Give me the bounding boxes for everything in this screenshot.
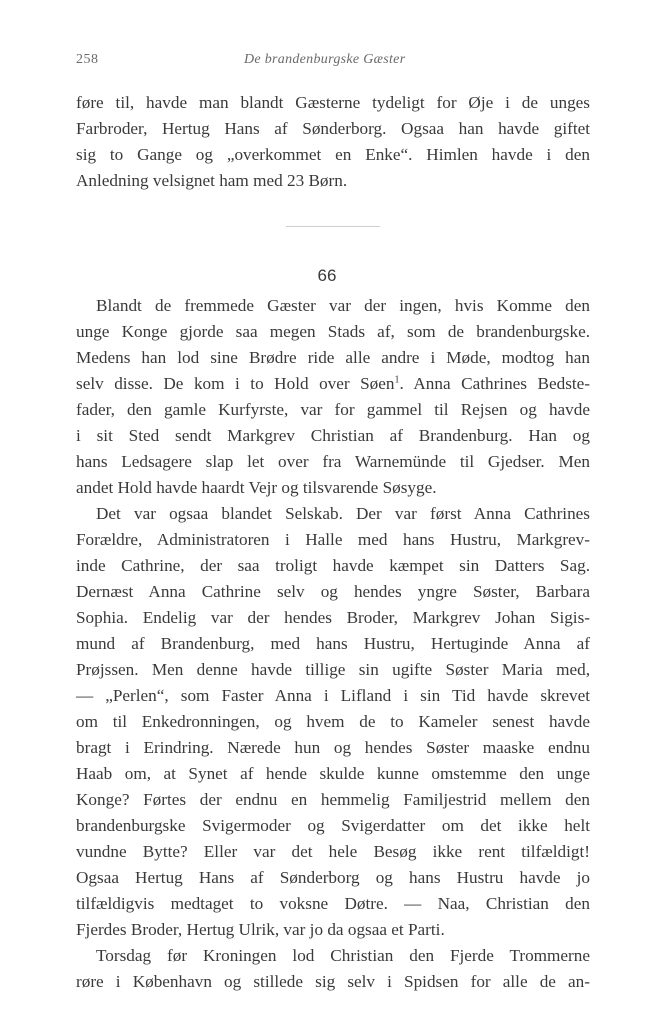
- text-line: mund af Brandenburg, med hans Hustru, Hertuginde Anna af: [76, 634, 590, 653]
- text-line: sig to Gange og „overkommet en Enke“. Himlen havde i den: [76, 145, 590, 164]
- text-line: unge Konge gjorde saa megen Stads af, som de brandenburgske.: [76, 322, 590, 341]
- text-line: hans Ledsagere slap let over fra Warnemünde til Gjedser. Men: [76, 452, 590, 471]
- text-line: Prøjssen. Men denne havde tillige sin ugifte Søster Maria med,: [76, 660, 590, 679]
- text-line: Forældre, Administratoren i Halle med hans Hustru, Markgrev-: [76, 530, 590, 549]
- text-line: — „Perlen“, som Faster Anna i Lifland i sin Tid havde skrevet: [76, 686, 590, 705]
- text-line: vundne Bytte? Eller var det hele Besøg ikke rent tilfældigt!: [76, 842, 590, 861]
- text-line: Dernæst Anna Cathrine selv og hendes yngre Søster, Barbara: [76, 582, 590, 601]
- text-line: bragt i Erindring. Nærede hun og hendes Søster maaske endnu: [76, 738, 590, 757]
- text-line: føre til, havde man blandt Gæsterne tydeligt for Øje i de unges: [76, 93, 590, 112]
- text-line: Det var ogsaa blandet Selskab. Der var først Anna Cathrines: [96, 504, 590, 523]
- text-line: Torsdag før Kroningen lod Christian den Fjerde Trommerne: [96, 946, 590, 965]
- section-divider: [286, 226, 380, 227]
- paragraph: [76, 293, 590, 501]
- top-paragraph: [76, 90, 590, 194]
- chapter-number: 66: [317, 266, 337, 285]
- text-line: Ogsaa Hertug Hans af Sønderborg og hans Hustru havde jo: [76, 868, 590, 887]
- text-line: andet Hold havde haardt Vejr og tilsvarende Søsyge.: [76, 478, 437, 497]
- page-number: 258: [76, 52, 99, 67]
- text-line: Konge? Førtes der endnu en hemmelig Familjestrid mellem den: [76, 790, 590, 809]
- footnote-ref[interactable]: 1: [394, 374, 400, 386]
- text-line: Haab om, at Synet af hende skulde kunne omstemme den unge: [76, 764, 590, 783]
- text-line: Farbroder, Hertug Hans af Sønderborg. Ogsaa han havde giftet: [76, 119, 590, 138]
- text-line: fader, den gamle Kurfyrste, var for gammel til Rejsen og havde: [76, 400, 590, 419]
- text-line: røre i København og stillede sig selv i Spidsen for alle de an-: [76, 972, 590, 991]
- paragraph: [76, 501, 590, 943]
- text-line: Sophia. Endelig var der hendes Broder, Markgrev Johan Sigis-: [76, 608, 590, 627]
- paragraph: [76, 90, 590, 194]
- text-line: brandenburgske Svigermoder og Svigerdatter om det ikke helt: [76, 816, 590, 835]
- text-line: Fjerdes Broder, Hertug Ulrik, var jo da ogsaa et Parti.: [76, 920, 445, 939]
- text-line: tilfældigvis medtaget to voksne Døtre. — Naa, Christian den: [76, 894, 590, 913]
- text-fragment: . Anna Cathrines Bedste-: [399, 374, 591, 393]
- running-title: De brandenburgske Gæster: [244, 52, 406, 67]
- running-head: [76, 52, 588, 74]
- text-line: inde Cathrine, der saa troligt havde kæmpet sin Datters Sag.: [76, 556, 590, 575]
- text-line: om til Enkedronningen, og hvem de to Kameler senest havde: [76, 712, 590, 731]
- paragraph: [76, 943, 590, 995]
- chapter-body: [76, 293, 590, 995]
- text-line: Blandt de fremmede Gæster var der ingen, hvis Komme den: [96, 296, 590, 315]
- text-fragment: selv disse. De kom i to Hold over Søen: [76, 374, 395, 393]
- text-line: Medens han lod sine Brødre ride alle andre i Møde, modtog han: [76, 348, 590, 367]
- text-line: i sit Sted sendt Markgrev Christian af Brandenburg. Han og: [76, 426, 590, 445]
- text-line-with-footnote: [76, 371, 590, 397]
- text-line: Anledning velsignet ham med 23 Børn.: [76, 171, 348, 190]
